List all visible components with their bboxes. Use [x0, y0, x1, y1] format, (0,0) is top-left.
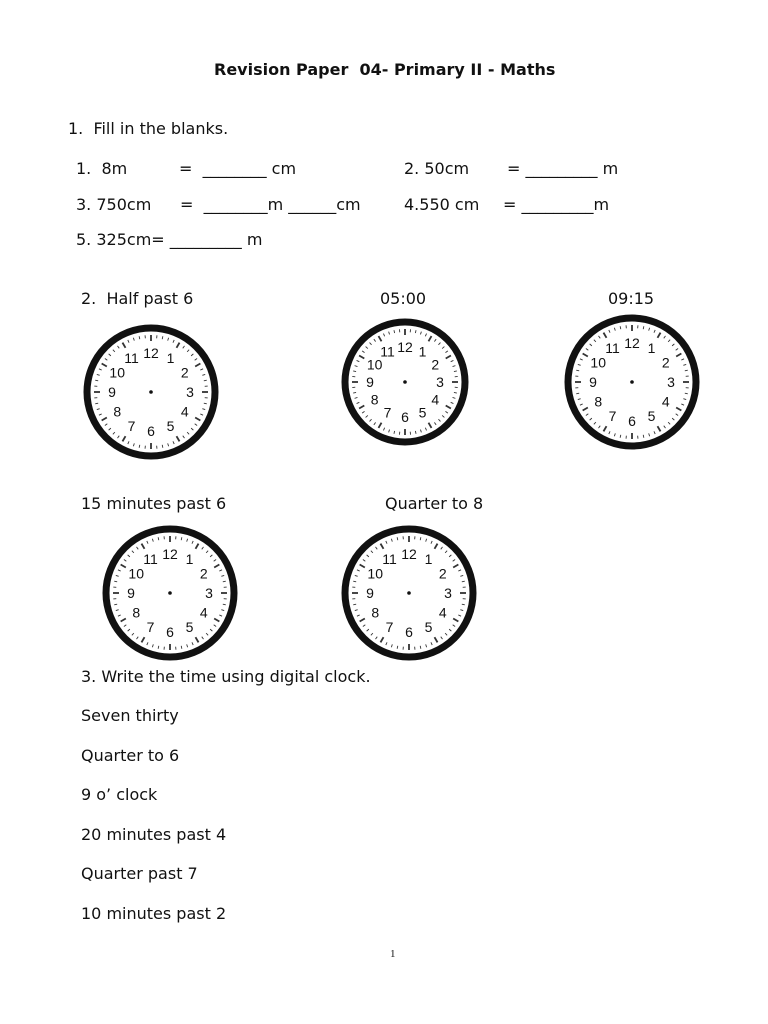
clock-number: 4: [431, 391, 440, 408]
clock-face: [81, 322, 221, 466]
clock-svg: [339, 523, 479, 663]
clock-number: 5: [185, 618, 194, 635]
clock-number: 1: [418, 343, 427, 360]
clock-number: 8: [132, 604, 141, 621]
question-1-heading: 1. Fill in the blanks.: [68, 119, 229, 138]
blank-3-answer: = ________m ______cm: [180, 195, 361, 214]
question-3-heading: 3. Write the time using digital clock.: [81, 667, 371, 686]
clock-tick: [204, 380, 207, 381]
clock-label-15-min-past-6: 15 minutes past 6: [81, 494, 227, 513]
clock-number: 3: [186, 384, 194, 400]
clock-number: 2: [180, 364, 189, 381]
clock-number: 12: [624, 335, 640, 351]
page-number: 1: [390, 948, 396, 960]
clock-tick: [397, 537, 398, 540]
clock-tick: [415, 330, 416, 333]
clock-number: 7: [385, 618, 394, 635]
clock-number: 8: [371, 604, 380, 621]
clock-number: 5: [166, 417, 175, 434]
clock-number: 9: [108, 384, 116, 400]
clock-number: 1: [424, 551, 433, 568]
clock-tick: [454, 392, 457, 393]
blank-1-label: 1. 8m: [76, 159, 128, 178]
clock-label-half-past-6: 2. Half past 6: [81, 289, 194, 308]
clock-tick: [394, 330, 395, 333]
clock-tick: [576, 370, 579, 371]
blank-4-label: 4.550 cm: [404, 195, 480, 214]
clock-number: 10: [128, 565, 145, 582]
blank-5: 5. 325cm= _________ m: [76, 230, 263, 249]
clock-number: 3: [444, 585, 452, 601]
time-item: 9 o’ clock: [81, 785, 158, 804]
blank-3-label: 3. 750cm: [76, 195, 152, 214]
clock-tick: [114, 604, 117, 605]
clock-center-dot: [149, 390, 153, 394]
clock-number: 9: [366, 585, 374, 601]
clock-tick: [620, 326, 621, 329]
clock-tick: [95, 380, 98, 381]
clock-number: 10: [590, 354, 607, 371]
clock-number: 6: [166, 624, 174, 640]
time-item: Quarter past 7: [81, 864, 198, 883]
clock-face: [339, 523, 479, 667]
clock-number: 11: [380, 343, 395, 360]
blank-1-answer: = ________ cm: [179, 159, 297, 178]
clock-number: 9: [127, 585, 135, 601]
clock-tick: [462, 581, 465, 582]
clock-number: 12: [143, 345, 159, 361]
clock-number: 7: [608, 407, 617, 424]
clock-label-quarter-to-8: Quarter to 8: [385, 494, 484, 513]
clock-number: 5: [647, 407, 656, 424]
clock-number: 4: [661, 393, 670, 410]
clock-tick: [353, 604, 356, 605]
clock-tick: [181, 537, 182, 540]
clock-number: 5: [424, 618, 433, 635]
clock-number: 12: [397, 339, 413, 355]
clock-number: 7: [383, 404, 392, 421]
clock-number: 6: [405, 624, 413, 640]
clock-tick: [223, 604, 226, 605]
clock-number: 6: [628, 413, 636, 429]
clock-number: 3: [667, 374, 675, 390]
clock-number: 5: [418, 404, 427, 421]
clock-center-dot: [168, 591, 172, 595]
clock-number: 10: [366, 356, 383, 373]
clock-svg: [81, 322, 221, 462]
clock-number: 4: [199, 604, 208, 621]
clock-number: 9: [366, 374, 374, 390]
clock-number: 10: [109, 364, 126, 381]
clock-number: 1: [185, 551, 194, 568]
blank-2-label: 2. 50cm: [404, 159, 470, 178]
clock-tick: [158, 537, 159, 540]
clock-tick: [204, 403, 207, 404]
clock-label-0500: 05:00: [380, 289, 427, 308]
clock-tick: [162, 336, 163, 339]
clock-number: 1: [166, 350, 175, 367]
clock-tick: [181, 646, 182, 649]
clock-number: 4: [438, 604, 447, 621]
clock-tick: [139, 445, 140, 448]
clock-number: 10: [367, 565, 384, 582]
clock-number: 12: [162, 546, 178, 562]
clock-tick: [643, 435, 644, 438]
page-title: Revision Paper 04- Primary II - Maths: [214, 60, 556, 79]
clock-number: 9: [589, 374, 597, 390]
blank-4-answer: = _________m: [503, 195, 610, 214]
clock-number: 7: [146, 618, 155, 635]
clock-center-dot: [630, 380, 634, 384]
clock-center-dot: [407, 591, 411, 595]
clock-face: [100, 523, 240, 667]
clock-number: 12: [401, 546, 417, 562]
time-item: Seven thirty: [81, 706, 179, 725]
clock-number: 6: [147, 423, 155, 439]
clock-tick: [420, 646, 421, 649]
clock-tick: [114, 581, 117, 582]
blank-2-answer: = _________ m: [507, 159, 619, 178]
clock-tick: [95, 403, 98, 404]
clock-number: 2: [661, 354, 670, 371]
time-item: 10 minutes past 2: [81, 904, 227, 923]
clock-svg: [562, 312, 702, 452]
clock-tick: [394, 431, 395, 434]
clock-tick: [162, 445, 163, 448]
clock-tick: [685, 370, 688, 371]
clock-number: 7: [127, 417, 136, 434]
clock-tick: [158, 646, 159, 649]
clock-tick: [643, 326, 644, 329]
clock-face: [562, 312, 702, 456]
clock-number: 2: [199, 565, 208, 582]
clock-number: 8: [594, 393, 603, 410]
clock-number: 2: [431, 356, 440, 373]
clock-tick: [353, 371, 356, 372]
clock-number: 1: [647, 340, 656, 357]
clock-tick: [620, 435, 621, 438]
clock-number: 11: [605, 340, 620, 357]
time-item: Quarter to 6: [81, 746, 180, 765]
time-item: 20 minutes past 4: [81, 825, 227, 844]
clock-tick: [415, 431, 416, 434]
clock-tick: [223, 581, 226, 582]
clock-tick: [454, 371, 457, 372]
clock-number: 3: [205, 585, 213, 601]
clock-number: 4: [180, 403, 189, 420]
clock-svg: [100, 523, 240, 663]
clock-number: 8: [370, 391, 379, 408]
clock-tick: [576, 393, 579, 394]
clock-tick: [397, 646, 398, 649]
clock-number: 3: [436, 374, 444, 390]
clock-tick: [420, 537, 421, 540]
clock-label-0915: 09:15: [608, 289, 655, 308]
clock-face: [339, 316, 471, 452]
clock-number: 11: [143, 551, 158, 568]
clock-tick: [353, 581, 356, 582]
clock-number: 6: [401, 409, 409, 425]
clock-center-dot: [403, 380, 407, 384]
clock-tick: [139, 336, 140, 339]
clock-svg: [339, 316, 471, 448]
clock-tick: [462, 604, 465, 605]
clock-number: 11: [124, 350, 139, 367]
clock-number: 11: [382, 551, 397, 568]
clock-tick: [685, 393, 688, 394]
clock-number: 2: [438, 565, 447, 582]
clock-tick: [353, 392, 356, 393]
clock-number: 8: [113, 403, 122, 420]
